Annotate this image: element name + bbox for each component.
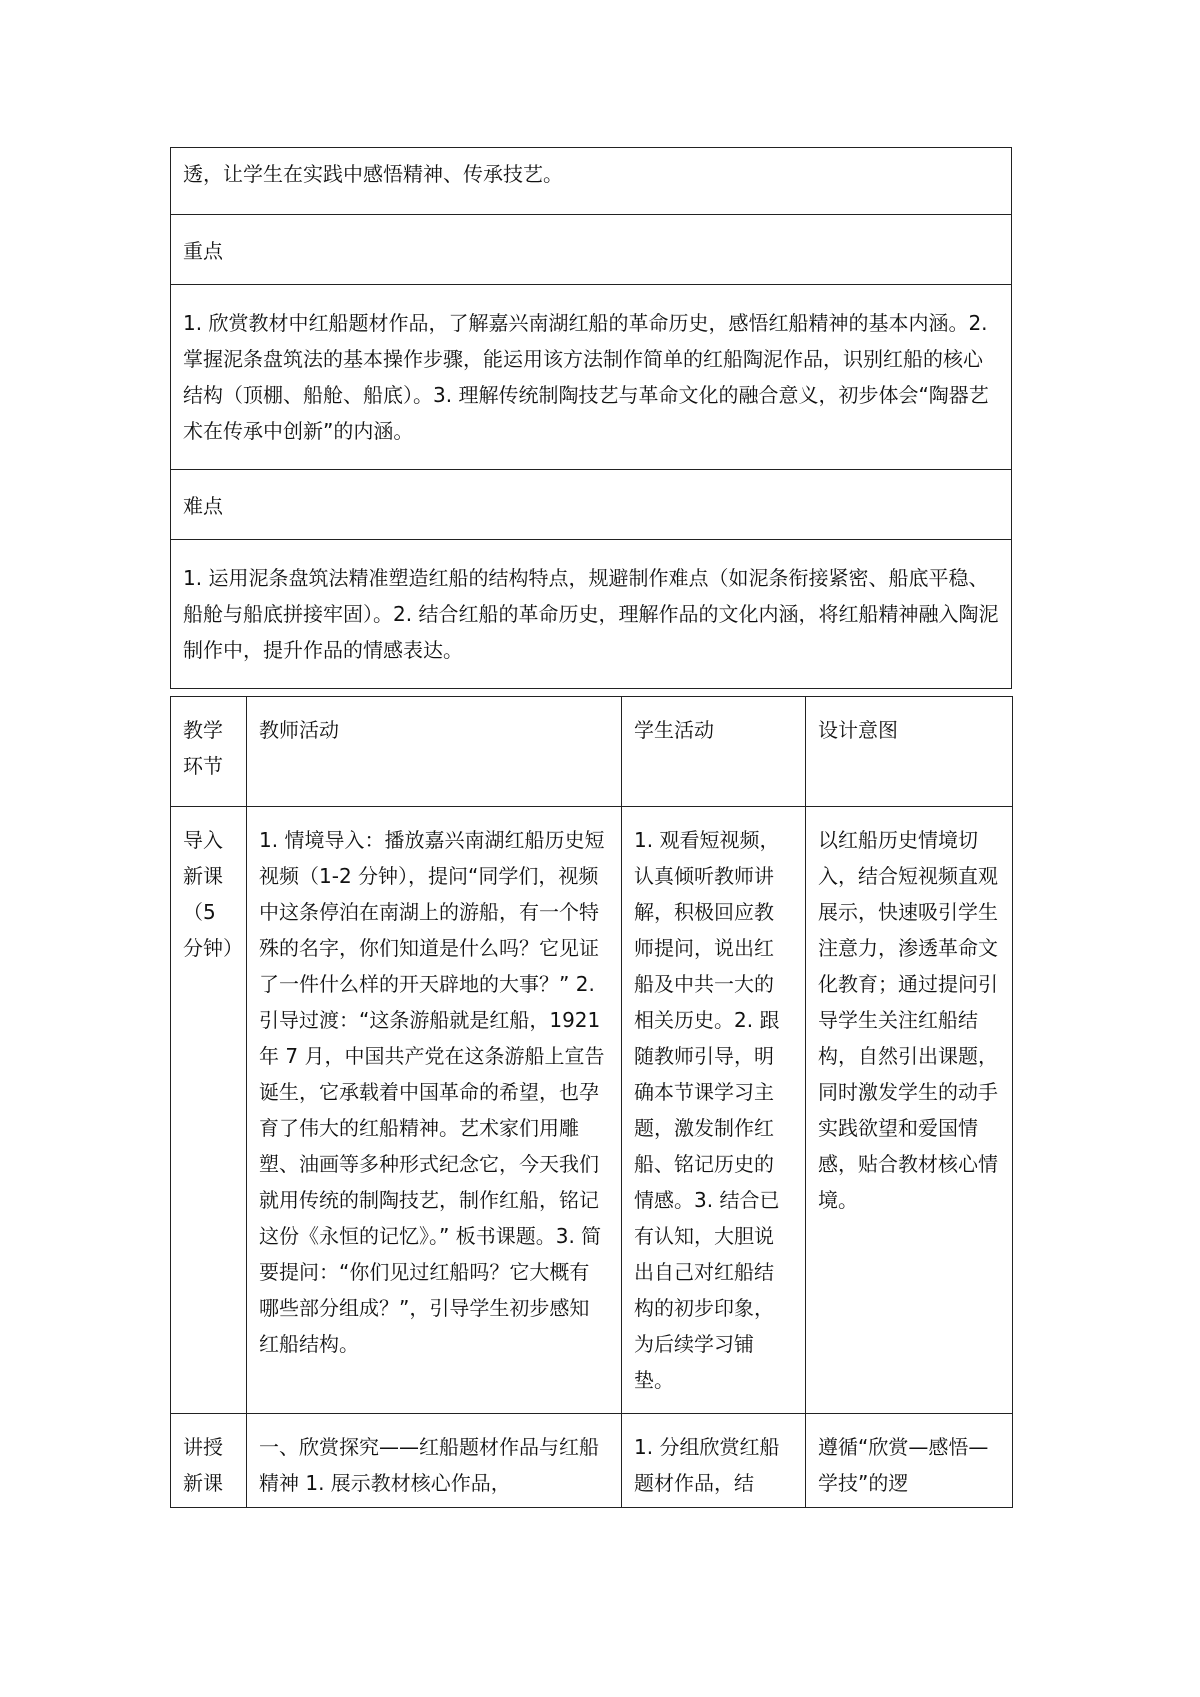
table-row [171,1414,1013,1508]
continued-text-cell: 透，让学生在实践中感悟精神、传承技艺。 [171,148,1012,215]
student-activity-cell: 1. 分组欣赏红船题材作品，结 [622,1414,806,1508]
student-activity-cell: 1. 观看短视频，认真倾听教师讲解，积极回应教师提问，说出红船及中共一大的相关历史。2. 跟随教师引导，明确本节课学习主题，激发制作红船、铭记历史的情感。3. 结合已有认知，大胆说出自己对红船结构的初步印象，为后续学习铺垫。 [622,807,806,1414]
teacher-activity-cell: 1. 情境导入：播放嘉兴南湖红船历史短视频（1-2 分钟），提问“同学们，视频中这条停泊在南湖上的游船，有一个特殊的名字，你们知道是什么吗？它见证了一件什么样的开天辟地的大事？” 2. 引导过渡：“这条游船就是红船，1921 年 7 月，中国共产党在这条游船上宣告诞生，它承载着中国革命的希望，也孕育了伟大的红船精神。艺术家们用雕塑、油画等多种形式纪念它，今天我们就用传统的制陶技艺，制作红船，铭记这份《永恒的记忆》。” 板书课题。3. 简要提问：“你们见过红船吗？它大概有哪些部分组成？”，引导学生初步感知红船结构。 [247,807,622,1414]
difficulties-text: 1. 运用泥条盘筑法精准塑造红船的结构特点，规避制作难点（如泥条衔接紧密、船底平稳、船舱与船底拼接牢固）。2. 结合红船的革命历史，理解作品的文化内涵，将红船精神融入陶泥制作中，提升作品的情感表达。 [171,540,1012,689]
table-header-row [171,697,1013,807]
teaching-process-table [170,696,1013,1508]
teacher-activity-cell: 一、欣赏探究——红船题材作品与红船精神 1. 展示教材核心作品， [247,1414,622,1508]
key-points-label: 重点 [171,215,1012,285]
header-student-activity: 学生活动 [622,697,806,807]
stage-cell: 导入新课（5分钟） [171,807,247,1414]
objectives-table [170,147,1012,689]
header-design-intent: 设计意图 [806,697,1013,807]
design-intent-cell: 以红船历史情境切入，结合短视频直观展示，快速吸引学生注意力，渗透革命文化教育；通过提问引导学生关注红船结构，自然引出课题，同时激发学生的动手实践欲望和爱国情感，贴合教材核心情境。 [806,807,1013,1414]
difficulties-label: 难点 [171,470,1012,540]
table-row [171,807,1013,1414]
design-intent-cell: 遵循“欣赏—感悟—学技”的逻 [806,1414,1013,1508]
header-teacher-activity: 教师活动 [247,697,622,807]
header-stage: 教学环节 [171,697,247,807]
key-points-text: 1. 欣赏教材中红船题材作品，了解嘉兴南湖红船的革命历史，感悟红船精神的基本内涵。2. 掌握泥条盘筑法的基本操作步骤，能运用该方法制作简单的红船陶泥作品，识别红船的核心结构（顶棚、船舱、船底）。3. 理解传统制陶技艺与革命文化的融合意义，初步体会“陶器艺术在传承中创新”的内涵。 [171,285,1012,470]
stage-cell: 讲授新课 [171,1414,247,1508]
